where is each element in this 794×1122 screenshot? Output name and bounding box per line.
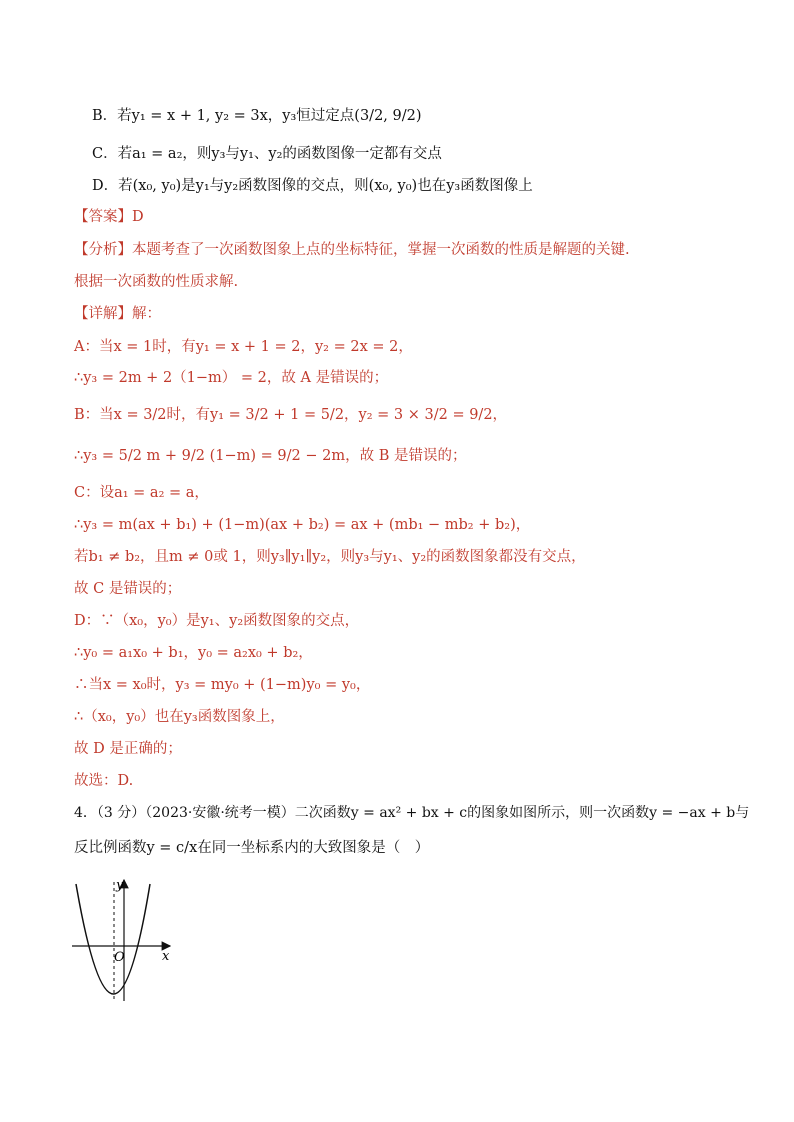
y-axis-label: y (116, 878, 124, 893)
detail-tag: 【详解】 (74, 306, 132, 322)
answer-tag: 【答案】 (74, 209, 132, 225)
option-c-text: 若a₁ = a₂，则y₃与y₁、y₂的函数图像一定都有交点 (117, 146, 442, 162)
detail-line-a: A：当x = 1时，有y₁ = x + 1 = 2，y₂ = 2x = 2， (74, 339, 413, 355)
detail-line-a2: ∴y₃ = 2m + 2（1−m） = 2，故 A 是错误的； (74, 370, 389, 386)
analysis-line (74, 240, 630, 260)
analysis-line-2: 根据一次函数的性质求解. (74, 274, 239, 290)
parabola-curve (76, 884, 150, 994)
detail-line-d4: ∴（x₀，y₀）也在y₃函数图象上， (74, 709, 285, 725)
option-b-label: B． (92, 108, 118, 124)
detail-line-d5: 故 D 是正确的； (74, 741, 182, 757)
parabola-graph (62, 876, 182, 1006)
detail-line-c: C：设a₁ = a₂ = a， (74, 485, 209, 501)
detail-line-c3: 若b₁ ≠ b₂，且m ≠ 0或 1，则y₃∥y₁∥y₂，则y₃与y₁、y₂的函数图象都没有交点， (74, 549, 586, 565)
option-b (92, 106, 422, 126)
detail-intro: 解： (132, 306, 161, 322)
detail-line-c4: 故 C 是错误的； (74, 581, 182, 597)
option-c (92, 144, 442, 164)
detail-line-d: D：∵（x₀，y₀）是y₁、y₂函数图象的交点， (74, 613, 360, 629)
origin-label: O (114, 950, 125, 965)
option-c-label: C． (92, 146, 118, 162)
detail-heading (74, 304, 161, 324)
question-4-line-1: 4．（3 分）（2023·安徽·统考一模）二次函数y = ax² + bx + c的图象如图所示，则一次函数y = −ax + b与 (74, 805, 750, 821)
detail-line-c2: ∴y₃ = m(ax + b₁) + (1−m)(ax + b₂) = ax + (mb₁ − mb₂ + b₂)， (74, 517, 531, 533)
analysis-text: 本题考查了一次函数图象上点的坐标特征，掌握一次函数的性质是解题的关键. (132, 242, 630, 258)
detail-line-b2: ∴y₃ = 5/2 m + 9/2 (1−m) = 9/2 − 2m，故 B 是错误的； (74, 448, 467, 464)
answer-value: D (132, 209, 144, 225)
detail-line-b: B：当x = 3/2时，有y₁ = 3/2 + 1 = 5/2，y₂ = 3 × 3/2 = 9/2， (74, 407, 508, 423)
x-axis-label: x (162, 949, 170, 964)
option-d-label: D． (92, 178, 119, 194)
question-4-line-2: 反比例函数y = c/x在同一坐标系内的大致图象是（ ） (74, 840, 430, 856)
analysis-tag: 【分析】 (74, 242, 132, 258)
option-d-text: 若(x₀, y₀)是y₁与y₂函数图像的交点，则(x₀, y₀)也在y₃函数图像上 (118, 178, 533, 194)
detail-line-d3: ∴当x = x₀时，y₃ = my₀ + (1−m)y₀ = y₀， (74, 677, 371, 693)
answer-line (74, 207, 144, 227)
detail-line-d2: ∴y₀ = a₁x₀ + b₁，y₀ = a₂x₀ + b₂， (74, 645, 313, 661)
detail-conclusion: 故选：D. (74, 773, 134, 789)
option-b-text: 若y₁ = x + 1, y₂ = 3x，y₃恒过定点(3/2, 9/2) (117, 108, 422, 124)
option-d (92, 176, 533, 196)
